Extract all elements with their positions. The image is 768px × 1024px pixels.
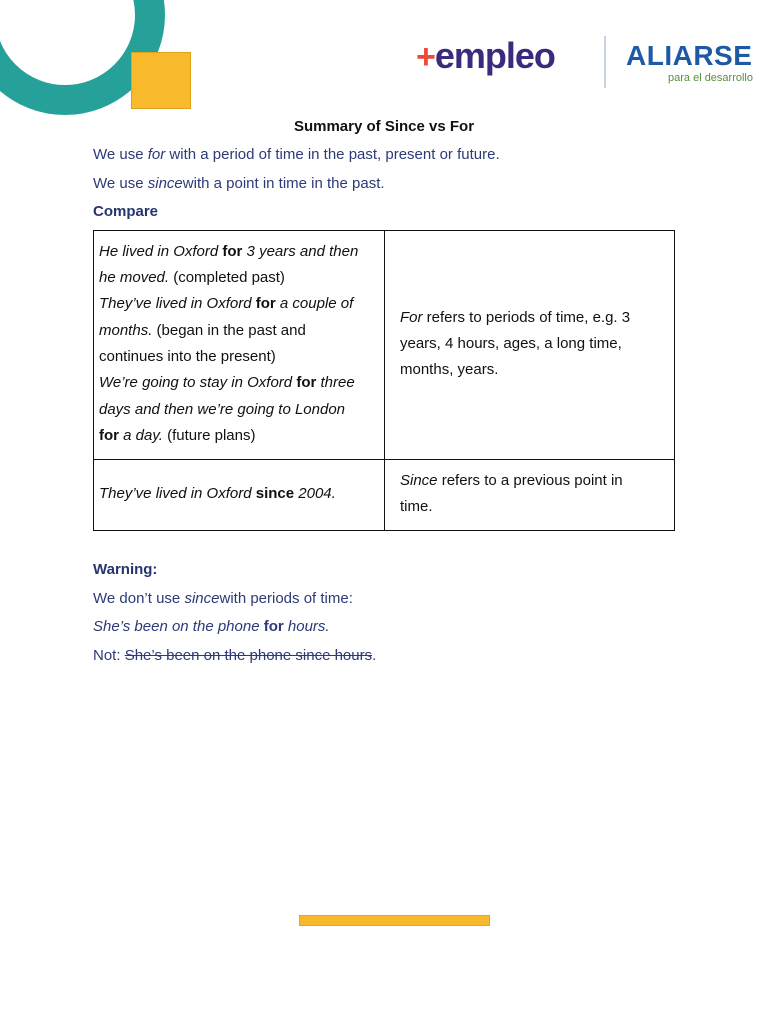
explanation-text: refers to periods of time, e.g. 3 [422,308,631,326]
warning-example-text: hours. [283,618,330,635]
aliarse-logo-subtitle: para el desarrollo [668,72,753,84]
comparison-table [93,230,675,531]
warning-rule-word: since [184,590,220,607]
warning-incorrect-example [93,647,376,664]
for-explanation-cell [385,231,675,460]
example-line [99,344,379,370]
example-line [99,265,379,291]
example-text: They’ve lived in Oxford [99,484,256,502]
explanation-line [400,331,656,357]
example-line [99,370,379,396]
example-text: They’ve lived in Oxford [99,295,256,313]
example-line [99,239,379,265]
warning-example-text: She’s been on the phone [93,618,264,635]
warning-example-keyword: for [263,618,284,635]
explanation-keyword: For [400,308,423,326]
example-keyword: for [296,374,317,392]
example-text: 3 years and then [242,242,359,260]
empleo-logo-text: empleo [434,35,555,76]
example-line [99,481,379,507]
explanation-line [400,357,656,383]
page-title: Summary of Since vs For [293,118,475,135]
intro-since-line [93,175,385,192]
explanation-text: months, years. [400,361,499,379]
intro-for-line [93,146,500,163]
since-explanation-cell [385,460,675,531]
example-keyword: for [222,242,243,260]
example-line [99,423,379,449]
example-text: months. [99,321,153,339]
intro-since-post: with a point in time in the past. [182,175,385,192]
warning-rule [93,590,353,607]
example-note: (began in the past and [152,321,306,339]
table-row [94,460,675,531]
not-period: . [372,647,377,664]
example-text: a day. [119,426,163,444]
example-keyword: for [255,295,276,313]
example-text: a couple of [275,295,354,313]
for-examples-cell [94,231,385,460]
compare-heading: Compare [93,203,159,220]
struck-example: She’s been on the phone since hours [124,647,373,664]
intro-since-word: since [147,175,183,192]
example-note: (future plans) [162,426,256,444]
example-text: He lived in Oxford [99,242,223,260]
example-line [99,318,379,344]
explanation-text: refers to a previous point in [437,471,623,489]
example-text: days and then we’re going to London [99,400,346,418]
warning-heading: Warning: [93,561,158,578]
decorative-yellow-square [131,52,191,109]
example-keyword: since [255,484,295,502]
intro-for-pre: We use [93,146,148,163]
explanation-text: years, 4 hours, ages, a long time, [400,334,622,352]
example-note: continues into the present) [99,348,276,365]
example-note: (completed past) [169,269,285,287]
intro-since-pre: We use [93,175,148,192]
explanation-line [400,494,656,520]
not-label: Not: [93,647,125,664]
empleo-logo [416,35,555,76]
footer-yellow-bar [299,915,490,926]
explanation-line [400,468,656,494]
logo-divider [604,36,606,88]
example-keyword: for [99,426,119,444]
aliarse-logo: ALIARSE [626,40,753,71]
since-example-cell [94,460,385,531]
explanation-text: time. [400,498,433,515]
table-row [94,231,675,460]
example-line [99,291,379,317]
example-line [99,397,379,423]
warning-rule-post: with periods of time: [219,590,353,607]
example-text: he moved. [99,269,170,287]
warning-rule-pre: We don’t use [93,590,185,607]
intro-for-post: with a period of time in the past, present or future. [165,146,500,163]
explanation-keyword: Since [400,471,438,489]
example-text: We’re going to stay in Oxford [99,374,297,392]
example-text: 2004. [294,484,336,502]
intro-for-word: for [147,146,166,163]
example-text: three [316,374,355,392]
warning-example [93,618,330,635]
explanation-line [400,305,656,331]
empleo-plus-icon: + [416,38,435,76]
